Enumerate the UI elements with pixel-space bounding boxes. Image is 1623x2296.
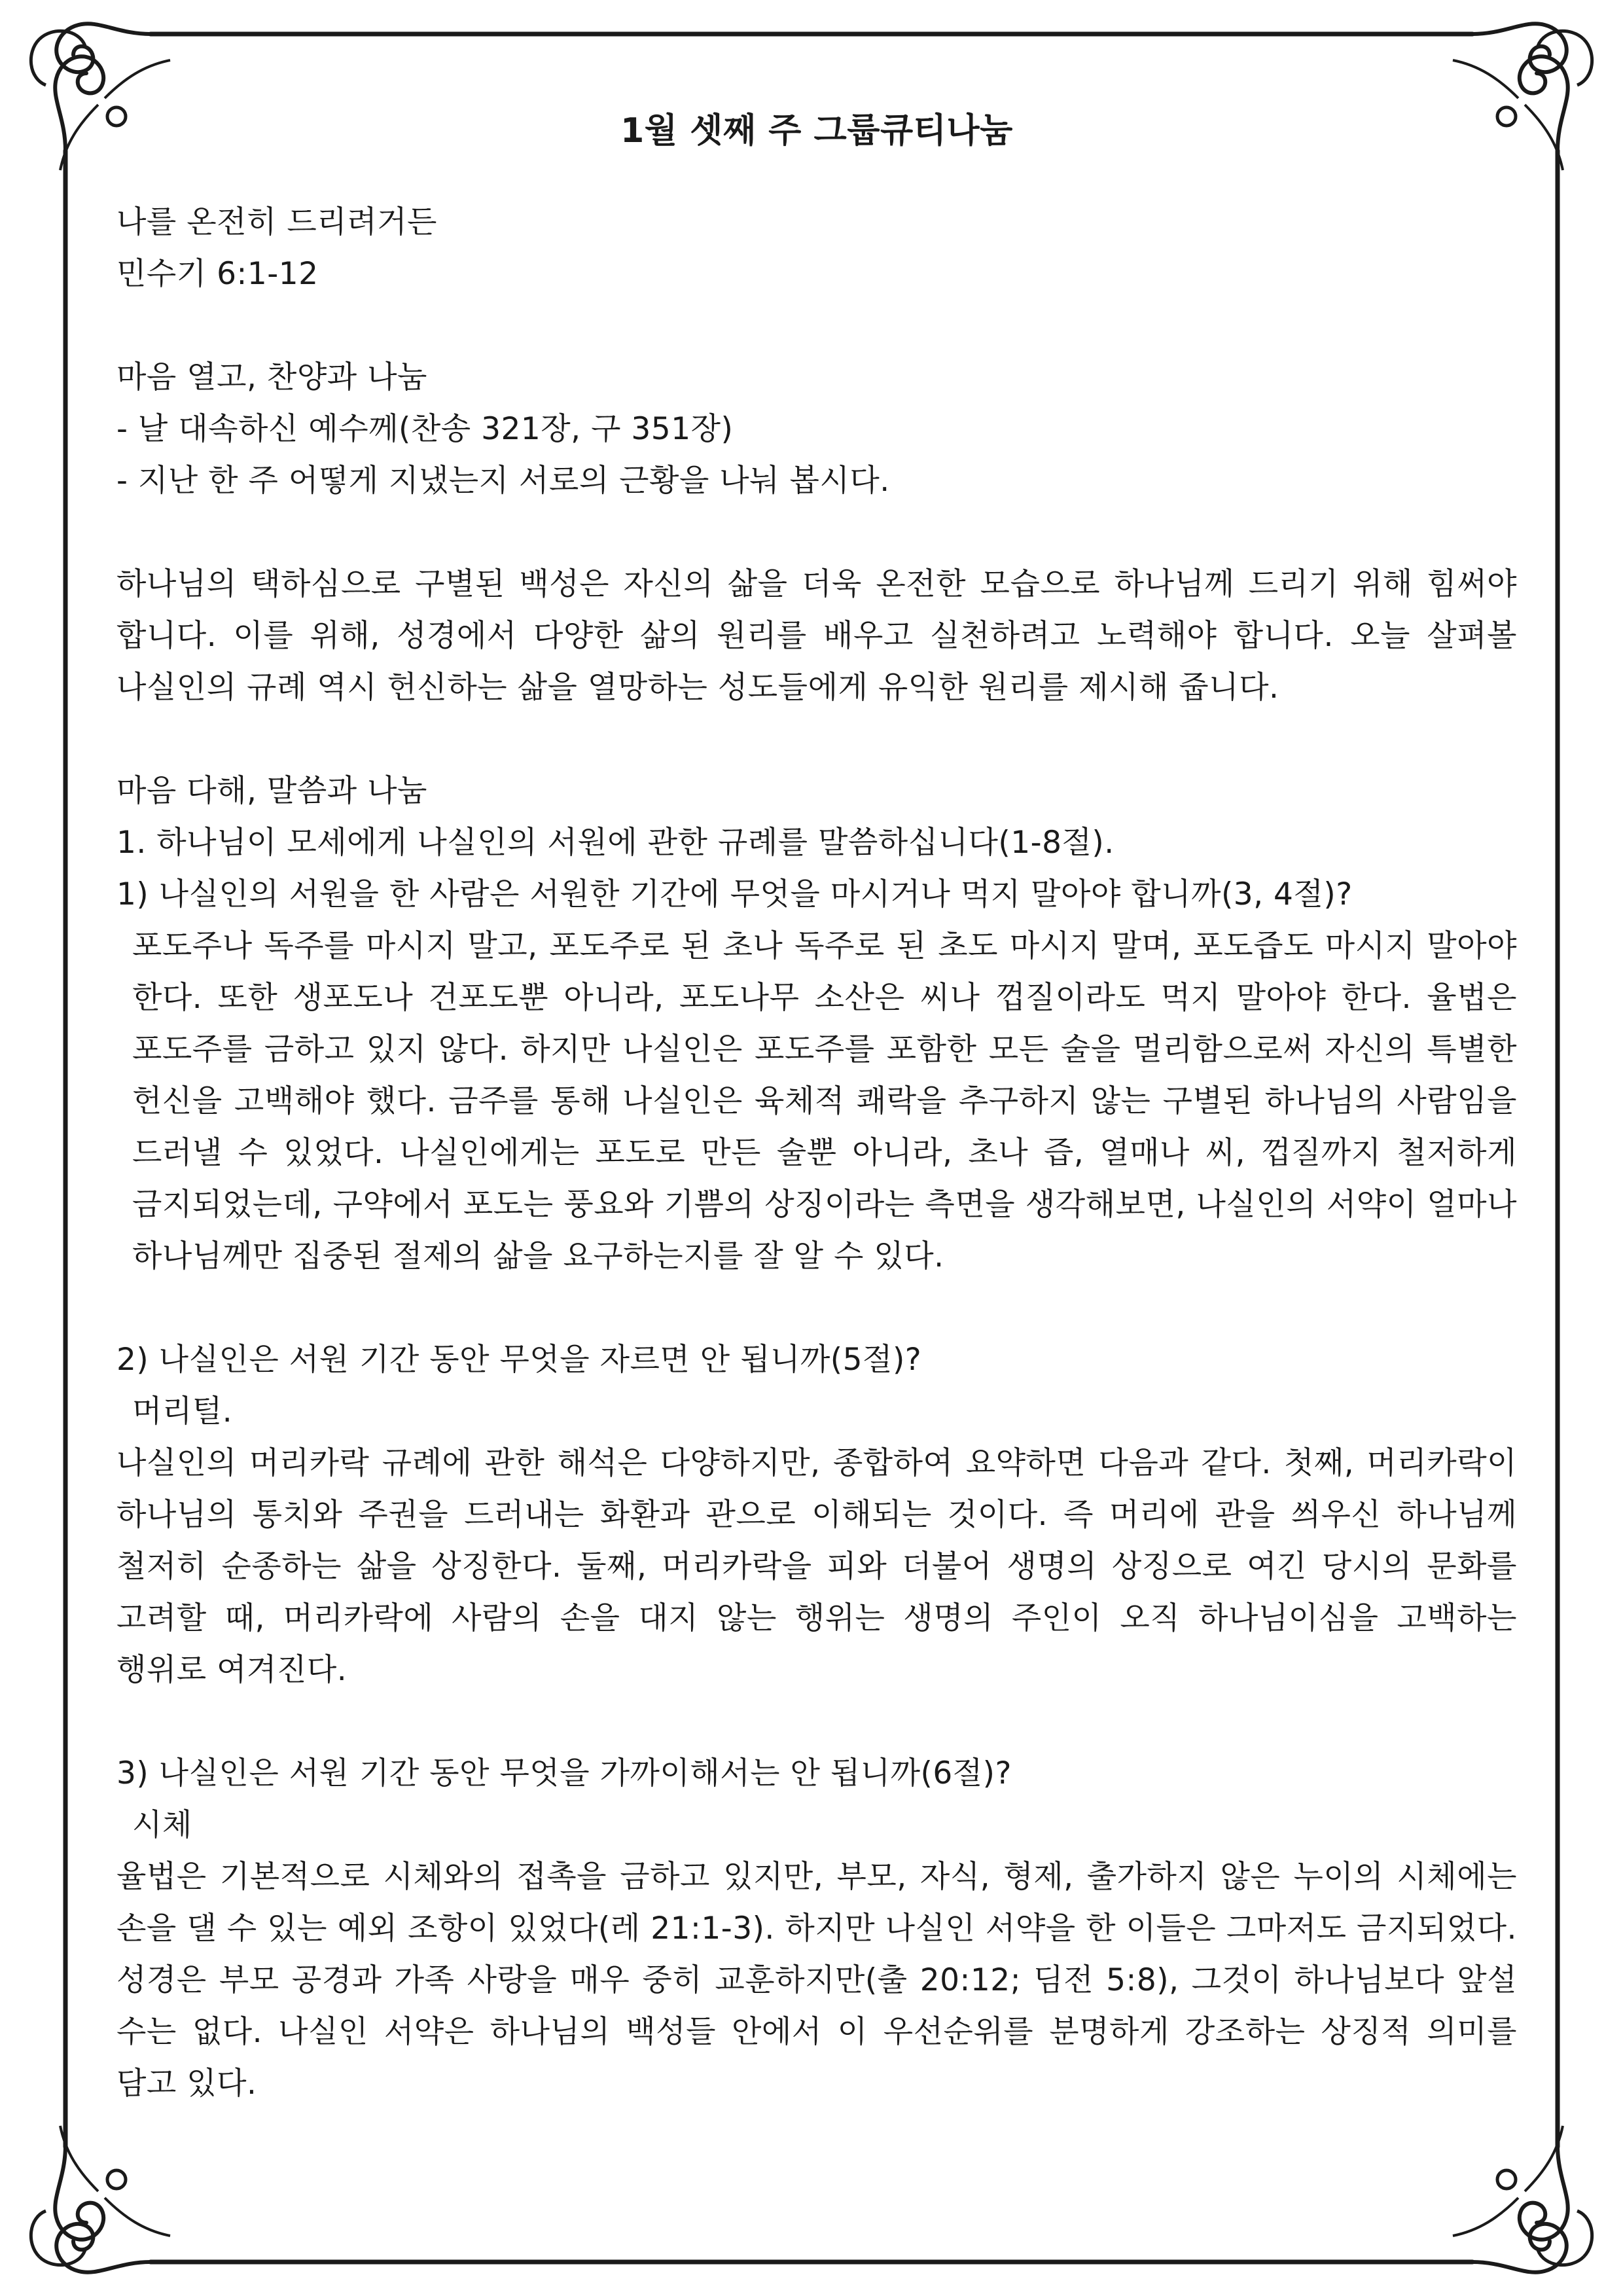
word-heading: 마음 다해, 말씀과 나눔 — [116, 773, 427, 809]
point-1-heading: 1. 하나님이 모세에게 나실인의 서원에 관한 규례를 말씀하십니다(1-8절). — [116, 825, 1115, 861]
opening-item-hymn: - 날 대속하신 예수께(찬송 321장, 구 351장) — [116, 411, 734, 447]
short-answer-3: 시체 — [132, 1807, 192, 1843]
answer-1: 포도주나 독주를 마시지 말고, 포도주로 된 초나 독주로 된 초도 마시지 말며, 포도즙도 마시지 말아야 한다. 또한 생포도나 건포도뿐 아니라, 포도나무 소산은 씨나 껍질이라도 먹지 말아야 한다. 율법은 포도주를 금하고 있지 않다. 하지만 나실인은 포도주를 포함한 모든 술을 멀리함으로써 자신의 특별한 헌신을 고백해야 했다. 금주를 통해 나실인은 육체적 쾌락을 추구하지 않는 구별된 하나님의 사람임을 드러낼 수 있었다. 나실인에게는 포도로 만든 술뿐 아니라, 초나 즙, 열매나 씨, 껍질까지 철저하게 금지되었는데, 구약에서 포도는 풍요와 기쁨의 상징이라는 측면을 생각해보면, 나실인의 서약이 얼마나 하나님께만 집중된 절제의 삶을 요구하는지를 잘 알 수 있다. — [132, 928, 1517, 1274]
opening-heading: 마음 열고, 찬양과 나눔 — [116, 359, 427, 395]
spacer — [116, 507, 1517, 558]
question-2: 2) 나실인은 서원 기간 동안 무엇을 자르면 안 됩니까(5절)? — [116, 1342, 922, 1378]
question-1: 1) 나실인의 서원을 한 사람은 서원한 기간에 무엇을 마시거나 먹지 말아야 합니까(3, 4절)? — [116, 876, 1353, 912]
passage-reference: 민수기 6:1-12 — [116, 256, 319, 292]
passage-heading: 나를 온전히 드리려거든 — [116, 204, 437, 240]
explanation-2: 나실인의 머리카락 규례에 관한 해석은 다양하지만, 종합하여 요약하면 다음과 같다. 첫째, 머리카락이 하나님의 통치와 주권을 드러내는 화환과 관으로 이해되는 것이다. 즉 머리에 관을 씌우신 하나님께 철저히 순종하는 삶을 상징한다. 둘째, 머리카락을 피와 더불어 생명의 상징으로 여긴 당시의 문화를 고려할 때, 머리카락에 사람의 손을 대지 않는 행위는 생명의 주인이 오직 하나님이심을 고백하는 행위로 여겨진다. — [116, 1445, 1517, 1688]
corner-ornament-bottom-right — [1453, 2126, 1592, 2272]
corner-ornament-bottom-left — [31, 2126, 170, 2272]
spacer — [116, 1282, 1517, 1334]
explanation-3: 율법은 기본적으로 시체와의 접촉을 금하고 있지만, 부모, 자식, 형제, 출가하지 않은 누이의 시체에는 손을 댈 수 있는 예외 조항이 있었다(레 21:1-3). 하지만 나실인 서약을 한 이들은 그마저도 금지되었다. 성경은 부모 공경과 가족 사랑을 매우 중히 교훈하지만(출 20:12; 딤전 5:8), 그것이 하나님보다 앞설 수는 없다. 나실인 서약은 하나님의 백성들 안에서 이 우선순위를 분명하게 강조하는 상징적 의미를 담고 있다. — [116, 1859, 1517, 2102]
spacer — [116, 300, 1517, 351]
opening-item-sharing: - 지난 한 주 어떻게 지냈는지 서로의 근황을 나눠 봅시다. — [116, 463, 890, 499]
question-3: 3) 나실인은 서원 기간 동안 무엇을 가까이해서는 안 됩니까(6절)? — [116, 1755, 1012, 1791]
intro-paragraph: 하나님의 택하심으로 구별된 백성은 자신의 삶을 더욱 온전한 모습으로 하나님께 드리기 위해 힘써야 합니다. 이를 위해, 성경에서 다양한 삶의 원리를 배우고 실천하려고 노력해야 합니다. 오늘 살펴볼 나실인의 규례 역시 헌신하는 삶을 열망하는 성도들에게 유익한 원리를 제시해 줍니다. — [116, 566, 1517, 706]
document-title: 1월 셋째 주 그룹큐티나눔 — [620, 111, 1013, 151]
spacer — [116, 1696, 1517, 1748]
spacer — [116, 713, 1517, 765]
document-body — [116, 105, 1517, 2109]
short-answer-2: 머리털. — [132, 1393, 233, 1429]
